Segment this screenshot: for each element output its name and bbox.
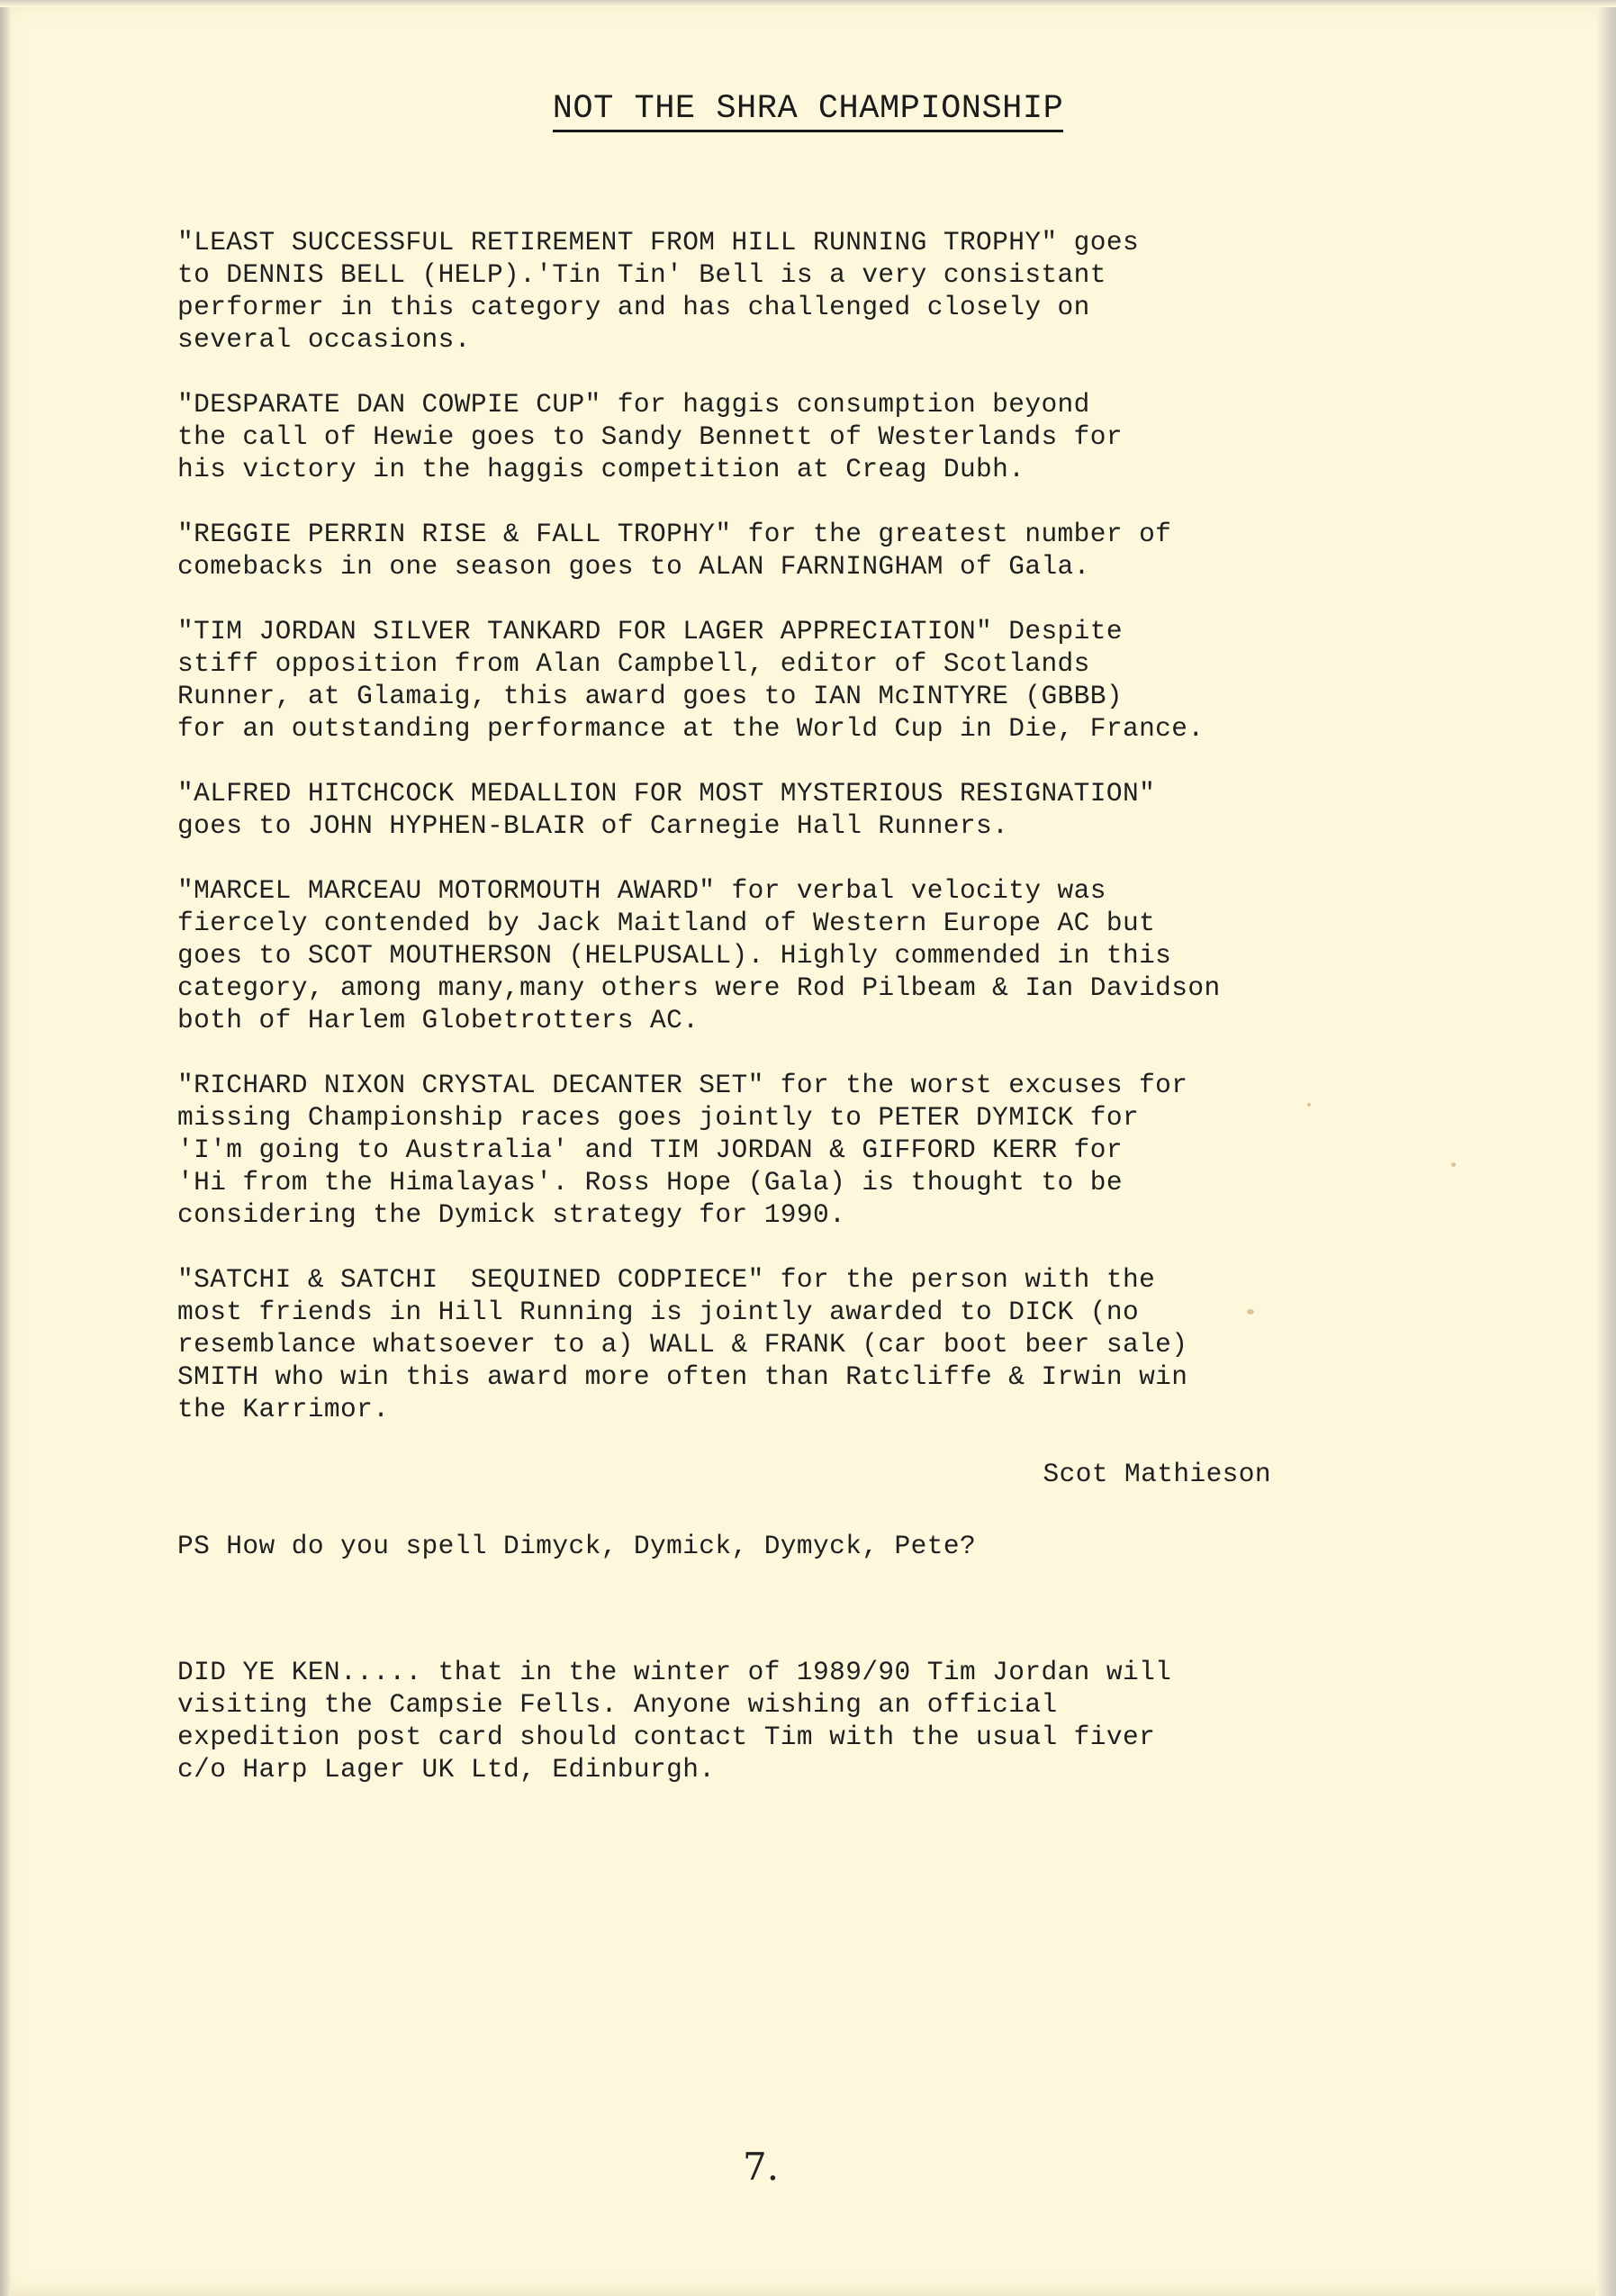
paragraph-marcel-marceau-award: "MARCEL MARCEAU MOTORMOUTH AWARD" for verbal velocity was fiercely contended by Jack Maitland of Western Europe AC but goes to SCOT MOUTHERSON (HELPUSALL). Highly commended in this category, among many,many others were Rod Pilbeam & Ian Davidson both of Harlem Globetrotters AC. [177,875,1221,1035]
page-right-edge [1596,0,1616,2296]
paper-speck [1451,1162,1456,1167]
page-top-edge [0,0,1616,7]
did-ye-ken-paragraph: DID YE KEN..... that in the winter of 1989/90 Tim Jordan will visiting the Campsie Fells. Anyone wishing an official expedition post card should contact Tim with the usual fiver c/o Harp Lager UK Ltd, Edinburgh. [177,1657,1172,1785]
page-left-edge [0,0,11,2296]
paper-speck [1247,1309,1254,1315]
paper-speck [1307,1103,1311,1107]
document-body [177,226,1438,1818]
paragraph-desparate-dan-cowpie-cup: "DESPARATE DAN COWPIE CUP" for haggis consumption beyond the call of Hewie goes to Sandy Bennett of Westerlands for his victory in the haggis competition at Creag Dubh. [177,389,1123,484]
postscript: PS How do you spell Dimyck, Dymick, Dymyck, Pete? [177,1531,977,1561]
page-title-container [0,90,1616,128]
paragraph-richard-nixon-decanter: "RICHARD NIXON CRYSTAL DECANTER SET" for the worst excuses for missing Championship races goes jointly to PETER DYMICK for 'I'm going to Australia' and TIM JORDAN & GIFFORD KERR for 'Hi from the Himalayas'. Ross Hope (Gala) is thought to be considering the Dymick strategy for 1990. [177,1070,1188,1230]
paragraph-reggie-perrin-trophy: "REGGIE PERRIN RISE & FALL TROPHY" for the greatest number of comebacks in one season goes to ALAN FARNINGHAM of Gala. [177,519,1172,582]
page-number: 7. [743,2145,780,2189]
paragraph-least-successful-retirement: "LEAST SUCCESSFUL RETIREMENT FROM HILL RUNNING TROPHY" goes to DENNIS BELL (HELP).'Tin Tin' Bell is a very consistant performer in this category and has challenged closely on several occasions. [177,227,1140,355]
paragraph-satchi-codpiece: "SATCHI & SATCHI SEQUINED CODPIECE" for the person with the most friends in Hill Running is jointly awarded to DICK (no resemblance whatsoever to a) WALL & FRANK (car boot beer sale) SMITH who win this award more often than Ratcliffe & Irwin win the Karrimor. [177,1264,1188,1424]
paragraph-alfred-hitchcock-medallion: "ALFRED HITCHCOCK MEDALLION FOR MOST MYSTERIOUS RESIGNATION" goes to JOHN HYPHEN-BLAIR of Carnegie Hall Runners. [177,778,1156,841]
author-signature: Scot Mathieson [1043,1459,1271,1489]
page-title: NOT THE SHRA CHAMPIONSHIP [553,90,1064,132]
paragraph-tim-jordan-silver-tankard: "TIM JORDAN SILVER TANKARD FOR LAGER APPRECIATION" Despite stiff opposition from Alan Campbell, editor of Scotlands Runner, at Glamaig, this award goes to IAN McINTYRE (GBBB) for an outstanding performance at the World Cup in Die, France. [177,616,1205,744]
